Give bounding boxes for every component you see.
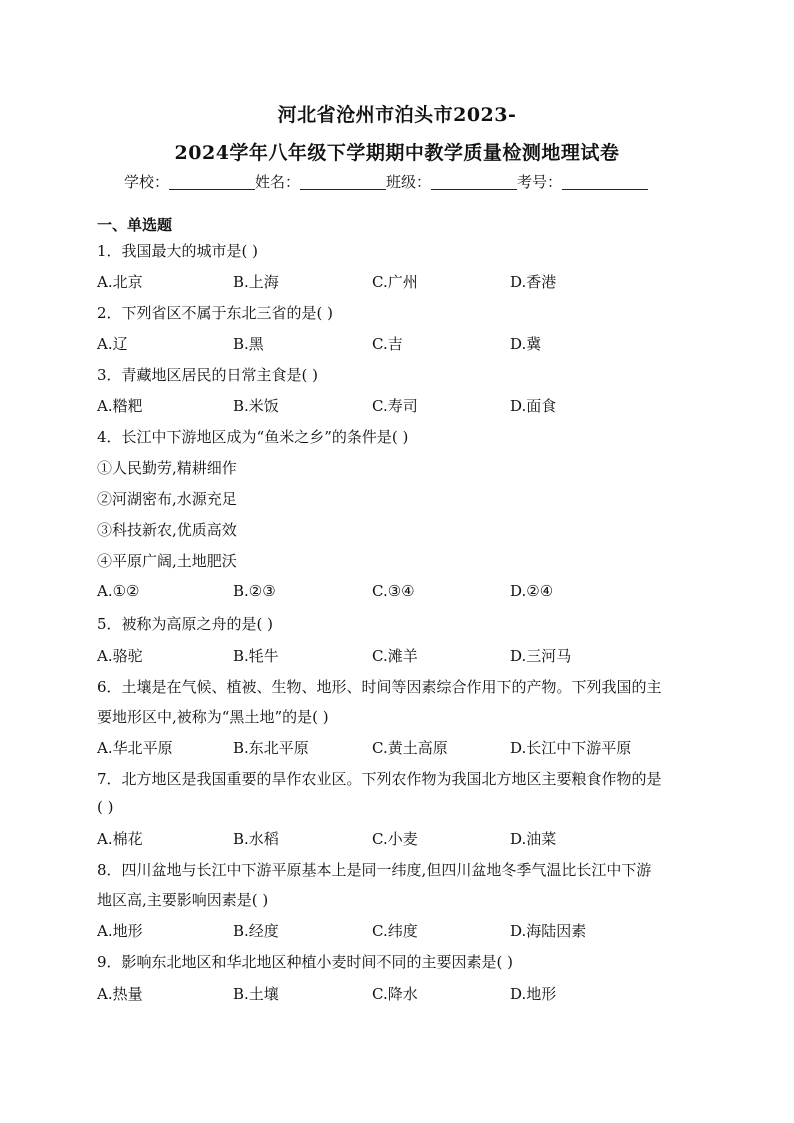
- question-4-option-d: D.②④: [510, 582, 554, 600]
- question-4-statement-3: ③科技新农,优质高效: [97, 521, 237, 539]
- question-5-option-c: C.滩羊: [372, 647, 418, 665]
- question-8-option-a: A.地形: [97, 922, 143, 940]
- question-7-stem-line2: ( ): [97, 798, 114, 816]
- school-blank[interactable]: [169, 175, 255, 190]
- question-6-option-a: A.华北平原: [97, 739, 173, 757]
- question-4-statement-1: ①人民勤劳,精耕细作: [97, 459, 237, 477]
- question-5-option-a: A.骆驼: [97, 647, 143, 665]
- question-1-option-c: C.广州: [372, 273, 418, 291]
- question-2-option-a: A.辽: [97, 335, 128, 353]
- exam-title-line1: 河北省沧州市泊头市2023-: [277, 104, 517, 126]
- question-7-option-d: D.油菜: [510, 830, 557, 848]
- student-info-row: [124, 171, 648, 192]
- question-3-option-a: A.糌粑: [97, 397, 143, 415]
- question-9-option-b: B.土壤: [233, 985, 279, 1003]
- section-title: 一、单选题: [97, 216, 173, 234]
- question-3-option-c: C.寿司: [372, 397, 418, 415]
- school-label: 学校：: [124, 173, 170, 191]
- question-8-option-c: C.纬度: [372, 922, 418, 940]
- question-6-option-c: C.黄土高原: [372, 739, 448, 757]
- question-7-option-b: B.水稻: [233, 830, 279, 848]
- question-8-option-b: B.经度: [233, 922, 279, 940]
- question-7-option-a: A.棉花: [97, 830, 143, 848]
- question-4-option-a: A.①②: [97, 582, 140, 600]
- question-5-option-d: D.三河马: [510, 647, 572, 665]
- question-6-stem-line1: 6．土壤是在气候、植被、生物、地形、时间等因素综合作用下的产物。下列我国的主: [97, 678, 662, 696]
- question-1-option-b: B.上海: [233, 273, 279, 291]
- question-6-option-b: B.东北平原: [233, 739, 309, 757]
- question-3-stem: 3．青藏地区居民的日常主食是( ): [97, 366, 319, 384]
- question-3-option-d: D.面食: [510, 397, 557, 415]
- question-8-stem-line2: 地区高,主要影响因素是( ): [97, 891, 269, 909]
- question-4-option-c: C.③④: [372, 582, 415, 600]
- class-blank[interactable]: [431, 175, 517, 190]
- question-3-option-b: B.米饭: [233, 397, 279, 415]
- question-4-option-b: B.②③: [233, 582, 276, 600]
- question-6-option-d: D.长江中下游平原: [510, 739, 632, 757]
- question-8-stem-line1: 8．四川盆地与长江中下游平原基本上是同一纬度,但四川盆地冬季气温比长江中下游: [97, 861, 652, 879]
- question-4-stem: 4．长江中下游地区成为“鱼米之乡”的条件是( ): [97, 428, 409, 446]
- question-2-option-c: C.吉: [372, 335, 403, 353]
- question-2-stem: 2．下列省区不属于东北三省的是( ): [97, 304, 334, 322]
- exam-number-label: 考号：: [517, 173, 563, 191]
- exam-title-line2: 2024学年八年级下学期期中教学质量检测地理试卷: [174, 142, 620, 164]
- exam-number-blank[interactable]: [562, 175, 648, 190]
- question-2-option-b: B.黑: [233, 335, 264, 353]
- question-4-statement-4: ④平原广阔,土地肥沃: [97, 552, 237, 570]
- name-blank[interactable]: [300, 175, 386, 190]
- question-9-option-d: D.地形: [510, 985, 557, 1003]
- question-5-stem: 5．被称为高原之舟的是( ): [97, 615, 274, 633]
- question-1-stem: 1．我国最大的城市是( ): [97, 242, 259, 260]
- question-7-option-c: C.小麦: [372, 830, 418, 848]
- question-1-option-a: A.北京: [97, 273, 143, 291]
- question-9-option-a: A.热量: [97, 985, 143, 1003]
- question-9-stem: 9．影响东北地区和华北地区种植小麦时间不同的主要因素是( ): [97, 953, 514, 971]
- question-9-option-c: C.降水: [372, 985, 418, 1003]
- question-2-option-d: D.冀: [510, 335, 542, 353]
- question-7-stem-line1: 7．北方地区是我国重要的旱作农业区。下列农作物为我国北方地区主要粮食作物的是: [97, 770, 662, 788]
- question-6-stem-line2: 要地形区中,被称为“黑土地”的是( ): [97, 708, 329, 726]
- question-5-option-b: B.牦牛: [233, 647, 279, 665]
- question-8-option-d: D.海陆因素: [510, 922, 587, 940]
- question-1-option-d: D.香港: [510, 273, 557, 291]
- class-label: 班级：: [386, 173, 432, 191]
- name-label: 姓名：: [255, 173, 301, 191]
- question-4-statement-2: ②河湖密布,水源充足: [97, 490, 237, 508]
